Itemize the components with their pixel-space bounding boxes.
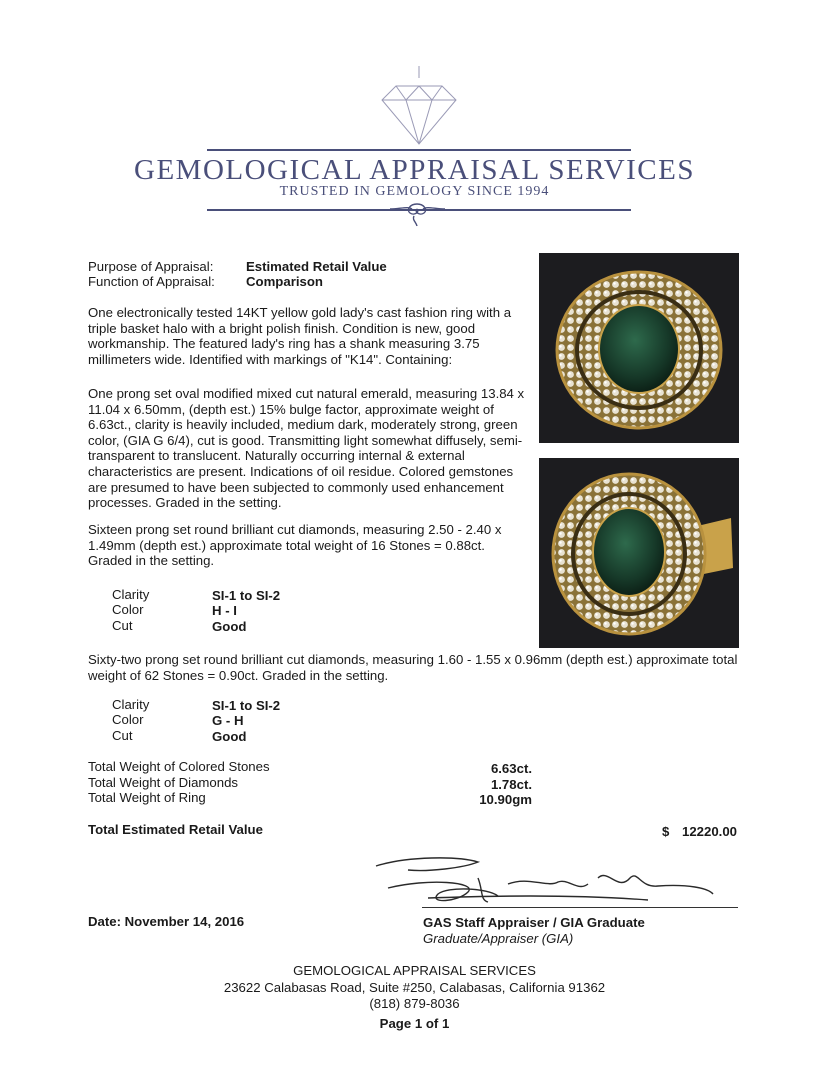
appraiser-subtitle: Graduate/Appraiser (GIA) <box>423 931 574 946</box>
footer-page-number: Page 1 of 1 <box>379 1016 450 1031</box>
total-colored-label: Total Weight of Colored Stones <box>88 759 270 774</box>
footer-company: GEMOLOGICAL APPRAISAL SERVICES <box>293 963 536 978</box>
spec1-clarity-label: Clarity <box>112 587 150 602</box>
ring-description: One electronically tested 14KT yellow gold lady's cast fashion ring with a triple basket halo with a bright polish finish. Condition is new, good workmanship. The featured lady's ring has a shank measuring 3.75 millimeters wide. Identified with markings of "K14". Containing: <box>88 305 512 367</box>
header-rule-top <box>207 149 631 151</box>
ring-photo-top-view <box>539 253 739 443</box>
appraisal-date: Date: November 14, 2016 <box>88 914 245 929</box>
spec1-color-value: H - I <box>212 603 237 618</box>
spec2-clarity-label: Clarity <box>112 697 150 712</box>
total-diamonds-label: Total Weight of Diamonds <box>88 775 239 790</box>
purpose-value: Estimated Retail Value <box>246 259 387 274</box>
diamonds-62-description: Sixty-two prong set round brilliant cut diamonds, measuring 1.60 - 1.55 x 0.96mm (depth est.) approximate total weight of 62 Stones = 0.90ct. Graded in the setting. <box>88 652 738 683</box>
grand-total-value: 12220.00 <box>682 824 738 839</box>
footer-phone: (818) 879-8036 <box>369 996 460 1011</box>
grand-total-label: Total Estimated Retail Value <box>88 822 263 837</box>
tagline: TRUSTED IN GEMOLOGY SINCE 1994 <box>279 184 550 199</box>
purpose-label: Purpose of Appraisal: <box>88 259 214 274</box>
total-colored-value: 6.63ct. <box>490 761 532 776</box>
diamond-logo-icon <box>374 66 464 146</box>
function-label: Function of Appraisal: <box>88 274 215 289</box>
emerald-description: One prong set oval modified mixed cut natural emerald, measuring 13.84 x 11.04 x 6.50mm, (depth est.) 15% bulge factor, approximate weight of 6.63ct., clarity is heavily included, medium dark, moderately strong, green color, (GIA G 6/4), cut is good. Transmitting light somewhat diffusely, semi-transparent to translucent. Naturally occurring internal & external characteristics are present. Indications of oil residue. Colored gemstones are presumed to have been subjected to commonly used enhancement processes. Graded in the setting. <box>88 386 525 511</box>
spec2-color-label: Color <box>112 712 144 727</box>
total-ring-label: Total Weight of Ring <box>88 790 206 805</box>
spec1-clarity-value: SI-1 to SI-2 <box>212 588 281 603</box>
total-ring-value: 10.90gm <box>479 792 532 807</box>
spec1-cut-label: Cut <box>112 618 133 633</box>
company-name: GEMOLOGICAL APPRAISAL SERVICES <box>134 154 695 186</box>
spec1-cut-value: Good <box>212 619 247 634</box>
spec1-color-label: Color <box>112 602 144 617</box>
ring-photo-angle-view <box>539 458 739 648</box>
function-value: Comparison <box>246 274 323 289</box>
spec2-clarity-value: SI-1 to SI-2 <box>212 698 281 713</box>
diamonds-16-description: Sixteen prong set round brilliant cut diamonds, measuring 2.50 - 2.40 x 1.49mm (depth est.) approximate total weight of 16 Stones = 0.88ct. Graded in the setting. <box>88 522 502 569</box>
grand-total-currency: $ <box>662 824 670 839</box>
spec2-cut-label: Cut <box>112 728 133 743</box>
signature-line <box>422 907 738 908</box>
spec2-color-value: G - H <box>212 713 244 728</box>
flourish-ornament-icon <box>370 200 465 228</box>
footer-address: 23622 Calabasas Road, Suite #250, Calabasas, California 91362 <box>223 980 606 995</box>
total-diamonds-value: 1.78ct. <box>490 777 532 792</box>
appraiser-title: GAS Staff Appraiser / GIA Graduate <box>423 915 645 930</box>
spec2-cut-value: Good <box>212 729 247 744</box>
